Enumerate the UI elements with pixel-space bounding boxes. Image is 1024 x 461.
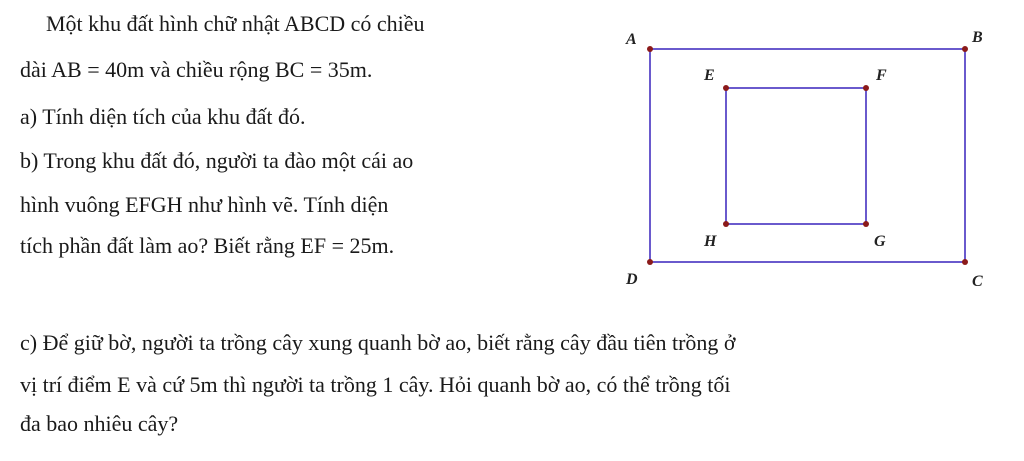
label-g: G <box>874 233 886 250</box>
point-g <box>863 221 869 227</box>
part-b-line-3: tích phần đất làm ao? Biết rằng EF = 25m. <box>20 233 395 258</box>
label-e: E <box>704 67 715 84</box>
intro-line-2: dài AB = 40m và chiều rộng BC = 35m. <box>20 57 373 82</box>
point-e <box>723 85 729 91</box>
square-efgh <box>726 88 866 224</box>
rectangle-abcd <box>650 49 965 262</box>
part-b-line-1: b) Trong khu đất đó, người ta đào một cái ao <box>20 148 414 173</box>
label-c: C <box>972 273 983 290</box>
label-d: D <box>626 271 638 288</box>
label-f: F <box>876 67 887 84</box>
label-b: B <box>972 29 983 46</box>
point-f <box>863 85 869 91</box>
label-a: A <box>626 31 637 48</box>
part-c-line-2: vị trí điểm E và cứ 5m thì người ta trồng 1 cây. Hỏi quanh bờ ao, có thể trồng tối <box>20 372 731 397</box>
point-c <box>962 259 968 265</box>
point-b <box>962 46 968 52</box>
point-d <box>647 259 653 265</box>
part-c-line-1: c) Để giữ bờ, người ta trồng cây xung quanh bờ ao, biết rằng cây đầu tiên trồng ở <box>20 330 736 355</box>
point-h <box>723 221 729 227</box>
part-b-line-2: hình vuông EFGH như hình vẽ. Tính diện <box>20 192 389 217</box>
intro-line-1: Một khu đất hình chữ nhật ABCD có chiều <box>46 11 425 36</box>
part-a-question: a) Tính diện tích của khu đất đó. <box>20 104 306 129</box>
label-h: H <box>704 233 717 250</box>
geometry-figure <box>600 18 1020 298</box>
point-a <box>647 46 653 52</box>
part-c-line-3: đa bao nhiêu cây? <box>20 411 179 436</box>
